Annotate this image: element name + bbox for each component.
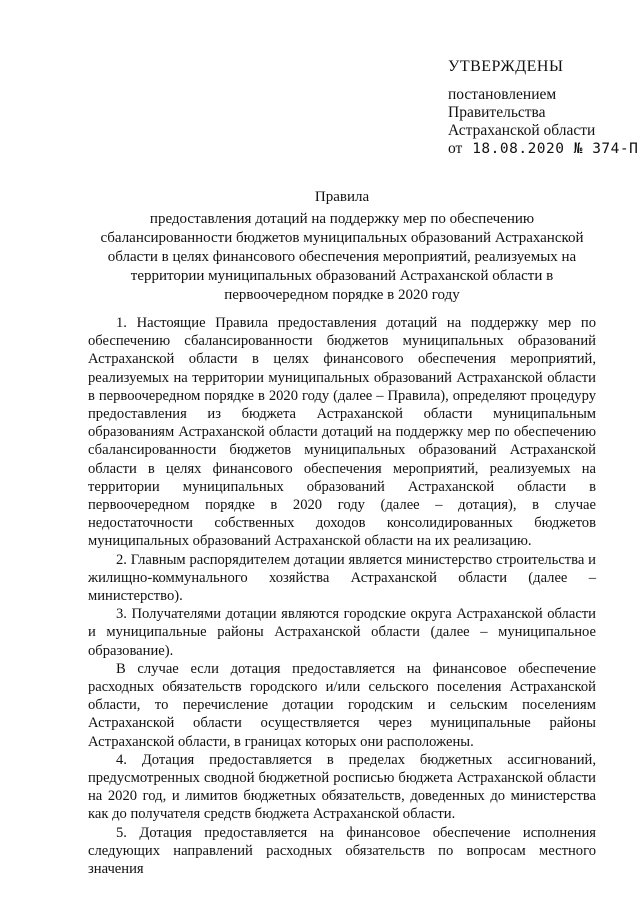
paragraph-3-continuation: В случае если дотация предоставляется на финансовое обеспечение расходных обязательств городского и/или сельского поселения Астраханской области, то перечисление дотации городским и сельским поселениям Астраханской области осуществляется через муниципальные районы Астраханской области, в границах которых они расположены. xyxy=(88,660,596,750)
approval-date-prefix: от xyxy=(448,140,463,157)
approval-date-line xyxy=(448,140,639,158)
approval-line-2: Правительства xyxy=(448,104,546,121)
document-subtitle-line: предоставления дотаций на поддержку мер по обеспечению xyxy=(149,211,535,227)
paragraph-5: 5. Дотация предоставляется на финансовое обеспечение исполнения следующих направлений расходных обязательств по вопросам местного значения xyxy=(88,824,596,878)
approval-heading: УТВЕРЖДЕНЫ xyxy=(448,58,564,75)
approval-line-1: постановлением xyxy=(448,86,557,103)
document-subtitle-line: области в целях финансового обеспечения мероприятий, реализуемых на xyxy=(107,249,577,265)
paragraph-2: 2. Главным распорядителем дотации является министерство строительства и жилищно-коммунального хозяйства Астраханской области (далее – министерство). xyxy=(88,551,596,605)
document-subtitle-line: территории муниципальных образований Астраханской области в xyxy=(130,268,554,284)
document-body xyxy=(88,314,596,878)
approval-line-3: Астраханской области xyxy=(448,122,596,139)
document-title-block xyxy=(88,188,596,305)
document-subtitle-line: сбалансированности бюджетов муниципальных образований Астраханской xyxy=(100,230,584,246)
document-title: Правила xyxy=(314,189,370,205)
paragraph-4: 4. Дотация предоставляется в пределах бюджетных ассигнований, предусмотренных сводной бюджетной росписью бюджета Астраханской области на 2020 год, и лимитов бюджетных обязательств, доведенных до министерства как до получателя средств бюджета Астраханской области. xyxy=(88,751,596,823)
paragraph-1: 1. Настоящие Правила предоставления дотаций на поддержку мер по обеспечению сбалансированности бюджетов муниципальных образований Астраханской области в целях финансового обеспечения мероприятий, реализуемых на территории муниципальных образований Астраханской области в первоочередном порядке в 2020 году (далее – Правила), определяют процедуру предоставления из бюджета Астраханской области муниципальным образованиям Астраханской области дотаций на поддержку мер по обеспечению сбалансированности бюджетов муниципальных образований Астраханской области в целях финансового обеспечения мероприятий, реализуемых на территории муниципальных образований Астраханской области в первоочередном порядке в 2020 году (далее – дотация), в случае недостаточности собственных доходов консолидированных бюджетов муниципальных образований Астраханской области на их реализацию. xyxy=(88,315,596,550)
document-subtitle-line: первоочередном порядке в 2020 году xyxy=(224,287,460,303)
approval-date-stamp: 18.08.2020 № 374-П xyxy=(472,141,639,157)
approval-block xyxy=(448,58,639,158)
paragraph-3: 3. Получателями дотации являются городские округа Астраханской области и муниципальные районы Астраханской области (далее – муниципальное образование). xyxy=(88,606,596,659)
